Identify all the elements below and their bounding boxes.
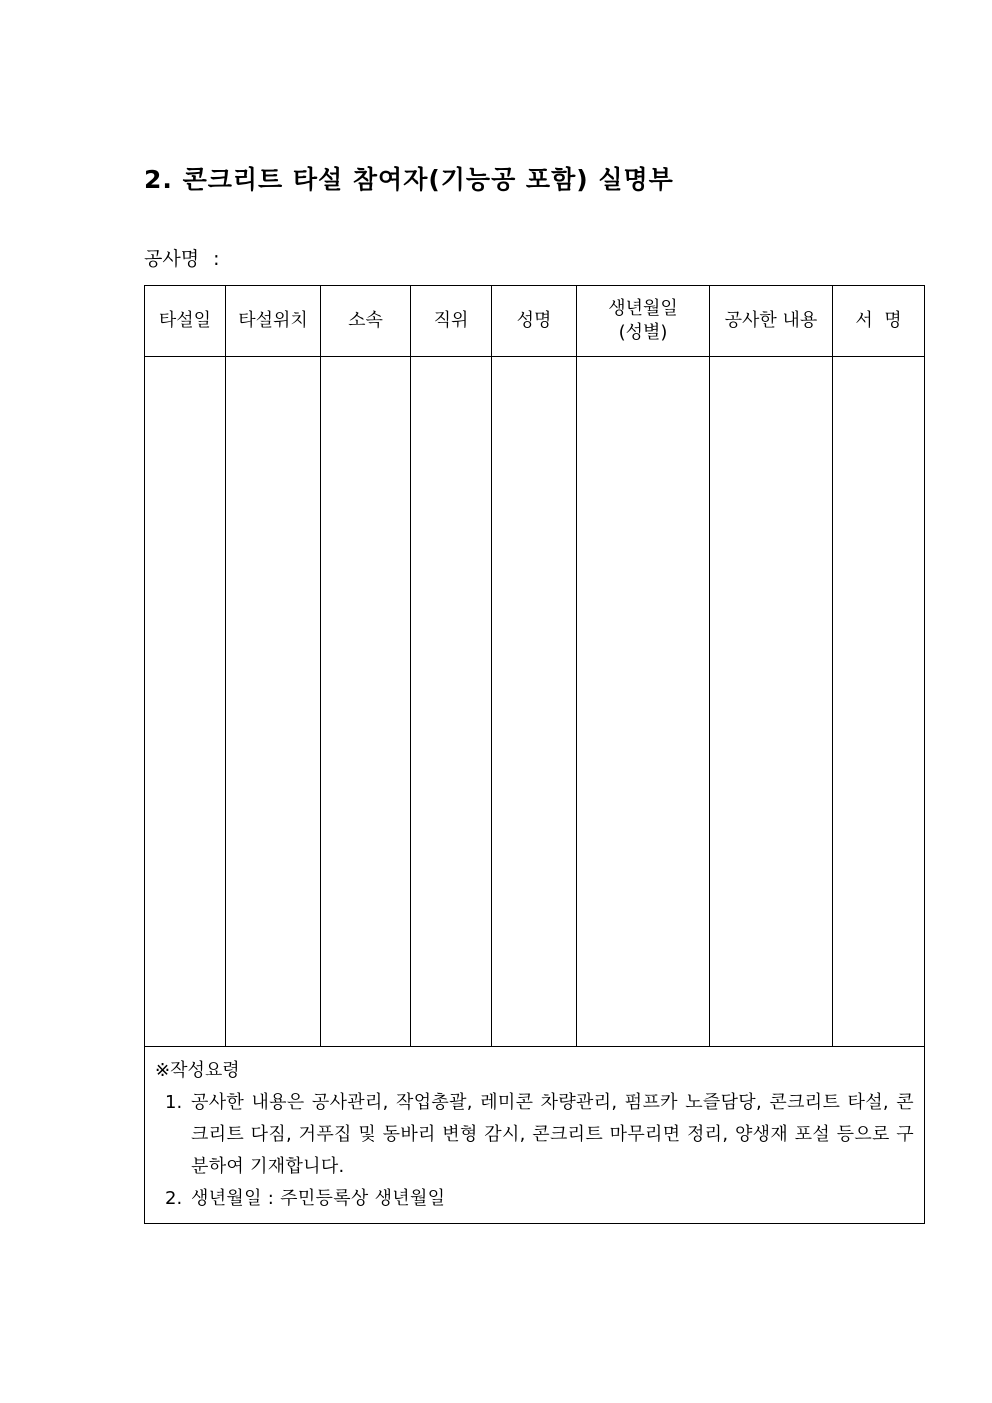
note-item-2: [155, 1183, 914, 1215]
cell-pour-location[interactable]: [226, 357, 321, 1047]
notes-row: [145, 1047, 925, 1224]
note-number: 2.: [165, 1188, 183, 1209]
cell-signature[interactable]: [833, 357, 925, 1047]
note-text: 생년월일 : 주민등록상 생년월일: [191, 1188, 446, 1209]
cell-work-content[interactable]: [710, 357, 833, 1047]
header-work-content: 공사한 내용: [710, 286, 833, 357]
header-birthdate-line2: (성별): [618, 322, 668, 343]
project-name-colon: :: [213, 248, 220, 270]
header-name: 성명: [492, 286, 577, 357]
header-birthdate-line1: 생년월일: [608, 298, 678, 319]
header-pour-date: 타설일: [145, 286, 226, 357]
header-position: 직위: [411, 286, 492, 357]
document-title: 2. 콘크리트 타설 참여자(기능공 포함) 실명부: [144, 165, 674, 194]
note-item-1: [155, 1087, 914, 1183]
entry-row: [145, 357, 925, 1047]
header-affiliation: 소속: [321, 286, 411, 357]
cell-name[interactable]: [492, 357, 577, 1047]
header-birthdate-gender: [577, 286, 710, 357]
note-number: 1.: [165, 1092, 183, 1113]
header-pour-location: 타설위치: [226, 286, 321, 357]
cell-position[interactable]: [411, 357, 492, 1047]
cell-affiliation[interactable]: [321, 357, 411, 1047]
project-name-line: [144, 244, 219, 271]
cell-pour-date[interactable]: [145, 357, 226, 1047]
participant-register-table: [144, 285, 925, 1224]
notes-box: [145, 1047, 925, 1224]
note-text: 공사한 내용은 공사관리, 작업총괄, 레미콘 차량관리, 펌프카 노즐담당, 콘크리트 타설, 콘크리트 다짐, 거푸집 및 동바리 변형 감시, 콘크리트 마무리면 정리, 양생재 포설 등으로 구분하여 기재합니다.: [191, 1092, 914, 1177]
header-signature: 서 명: [833, 286, 925, 357]
cell-birthdate-gender[interactable]: [577, 357, 710, 1047]
header-row: [145, 286, 925, 357]
project-name-label: 공사명: [144, 248, 200, 270]
notes-heading: ※작성요령: [155, 1060, 240, 1081]
